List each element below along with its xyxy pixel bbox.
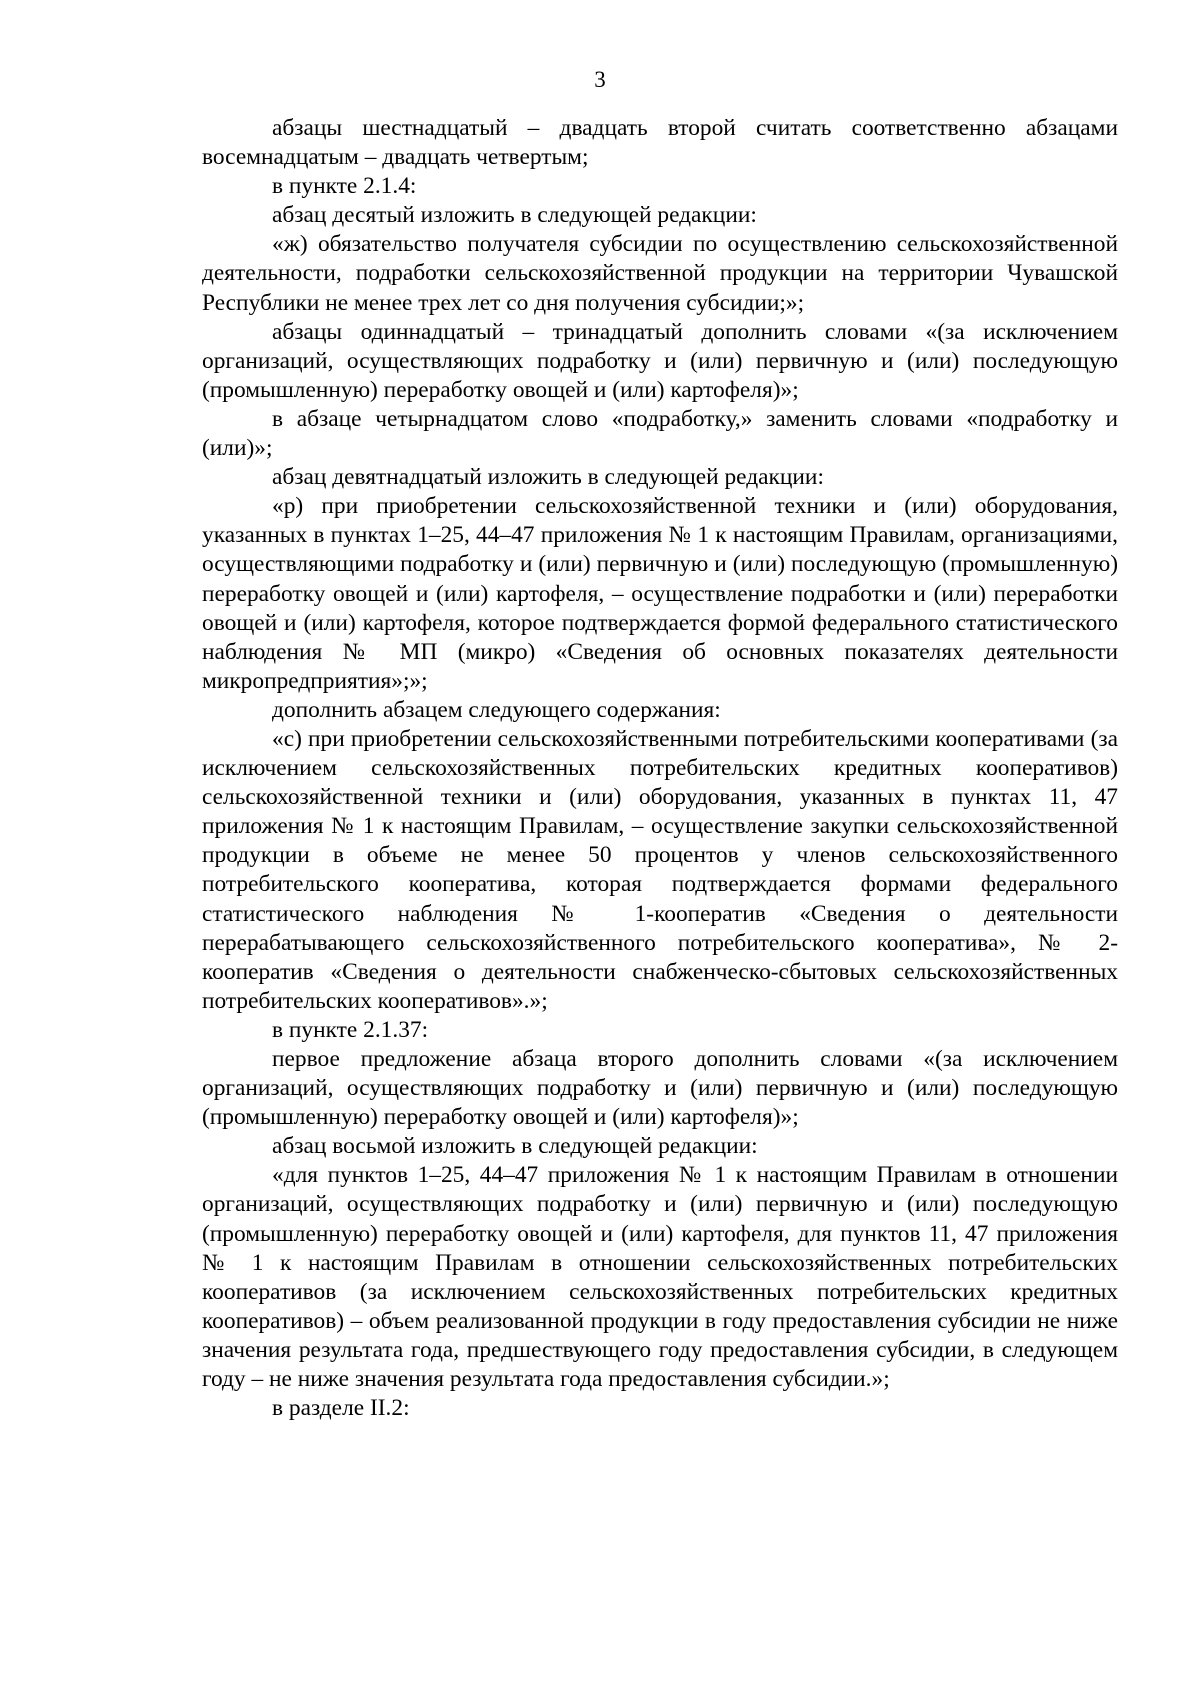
- paragraph: абзацы шестнадцатый – двадцать второй считать соответственно абзацами восемнадцатым – двадцать четвертым;: [202, 115, 1118, 171]
- paragraph: «р) при приобретении сельскохозяйственной техники и (или) оборудования, указанных в пунктах 1–25, 44–47 приложения № 1 к настоящим Правилам, организациями, осуществляющими подработку и (или) первичную и (или) последующую (промышленную) переработку овощей и (или) картофеля, – осуществление подработки и (или) переработки овощей и (или) картофеля, которое подтверждается формой федерального статистического наблюдения № МП (микро) «Сведения об основных показателях деятельности микропредприятия»;»;: [202, 493, 1118, 694]
- paragraph: дополнить абзацем следующего содержания:: [272, 696, 721, 723]
- paragraph: «с) при приобретении сельскохозяйственными потребительскими кооперативами (за исключением сельскохозяйственных потребительских кредитных кооперативов) сельскохозяйственной техники и (или) оборудования, указанных в пунктах 11, 47 приложения № 1 к настоящим Правилам, – осуществление закупки сельскохозяйственной продукции в объеме не менее 50 процентов у членов сельскохозяйственного потребительского кооператива, которая подтверждается формами федерального статистического наблюдения № 1-кооператив «Сведения о деятельности перерабатывающего сельскохозяйственного потребительского кооператива», № 2-кооператив «Сведения о деятельности снабженческо-сбытовых сельскохозяйственных потребительских кооперативов».»;: [202, 725, 1118, 1014]
- paragraph: в абзаце четырнадцатом слово «подработку,» заменить словами «подработку и (или)»;: [202, 405, 1118, 462]
- paragraph: абзац девятнадцатый изложить в следующей редакции:: [272, 464, 824, 491]
- paragraph: абзац восьмой изложить в следующей редакции:: [272, 1133, 758, 1160]
- paragraph: «для пунктов 1–25, 44–47 приложения № 1 к настоящим Правилам в отношении организаций, осуществляющих подработку и (или) первичную и (или) последующую (промышленную) переработку овощей и (или) картофеля, для пунктов 11, 47 приложения № 1 к настоящим Правилам в отношении сельскохозяйственных потребительских кооперативов (за исключением сельскохозяйственных потребительских кредитных кооперативов) – объем реализованной продукции в году предоставления субсидии не ниже значения результата года, предшествующего году предоставления субсидии, в следующем году – не ниже значения результата года предоставления субсидии.»;: [202, 1162, 1118, 1393]
- paragraph: абзацы одиннадцатый – тринадцатый дополнить словами «(за исключением организаций, осуществляющих подработку и (или) первичную и (или) последующую (промышленную) переработку овощей и (или) картофеля)»;: [202, 318, 1118, 403]
- document-body: [202, 114, 1118, 1423]
- paragraph: в пункте 2.1.4:: [272, 173, 417, 200]
- paragraph: в пункте 2.1.37:: [272, 1016, 429, 1043]
- page-number: 3: [594, 67, 606, 92]
- paragraph: абзац десятый изложить в следующей редакции:: [272, 202, 757, 229]
- paragraph: «ж) обязательство получателя субсидии по осуществлению сельскохозяйственной деятельности, подработки сельскохозяйственной продукции на территории Чувашской Республики не менее трех лет со дня получения субсидии;»;: [202, 231, 1118, 316]
- paragraph: первое предложение абзаца второго дополнить словами «(за исключением организаций, осуществляющих подработку и (или) первичную и (или) последующую (промышленную) переработку овощей и (или) картофеля)»;: [202, 1046, 1118, 1131]
- paragraph: в разделе II.2:: [272, 1395, 410, 1422]
